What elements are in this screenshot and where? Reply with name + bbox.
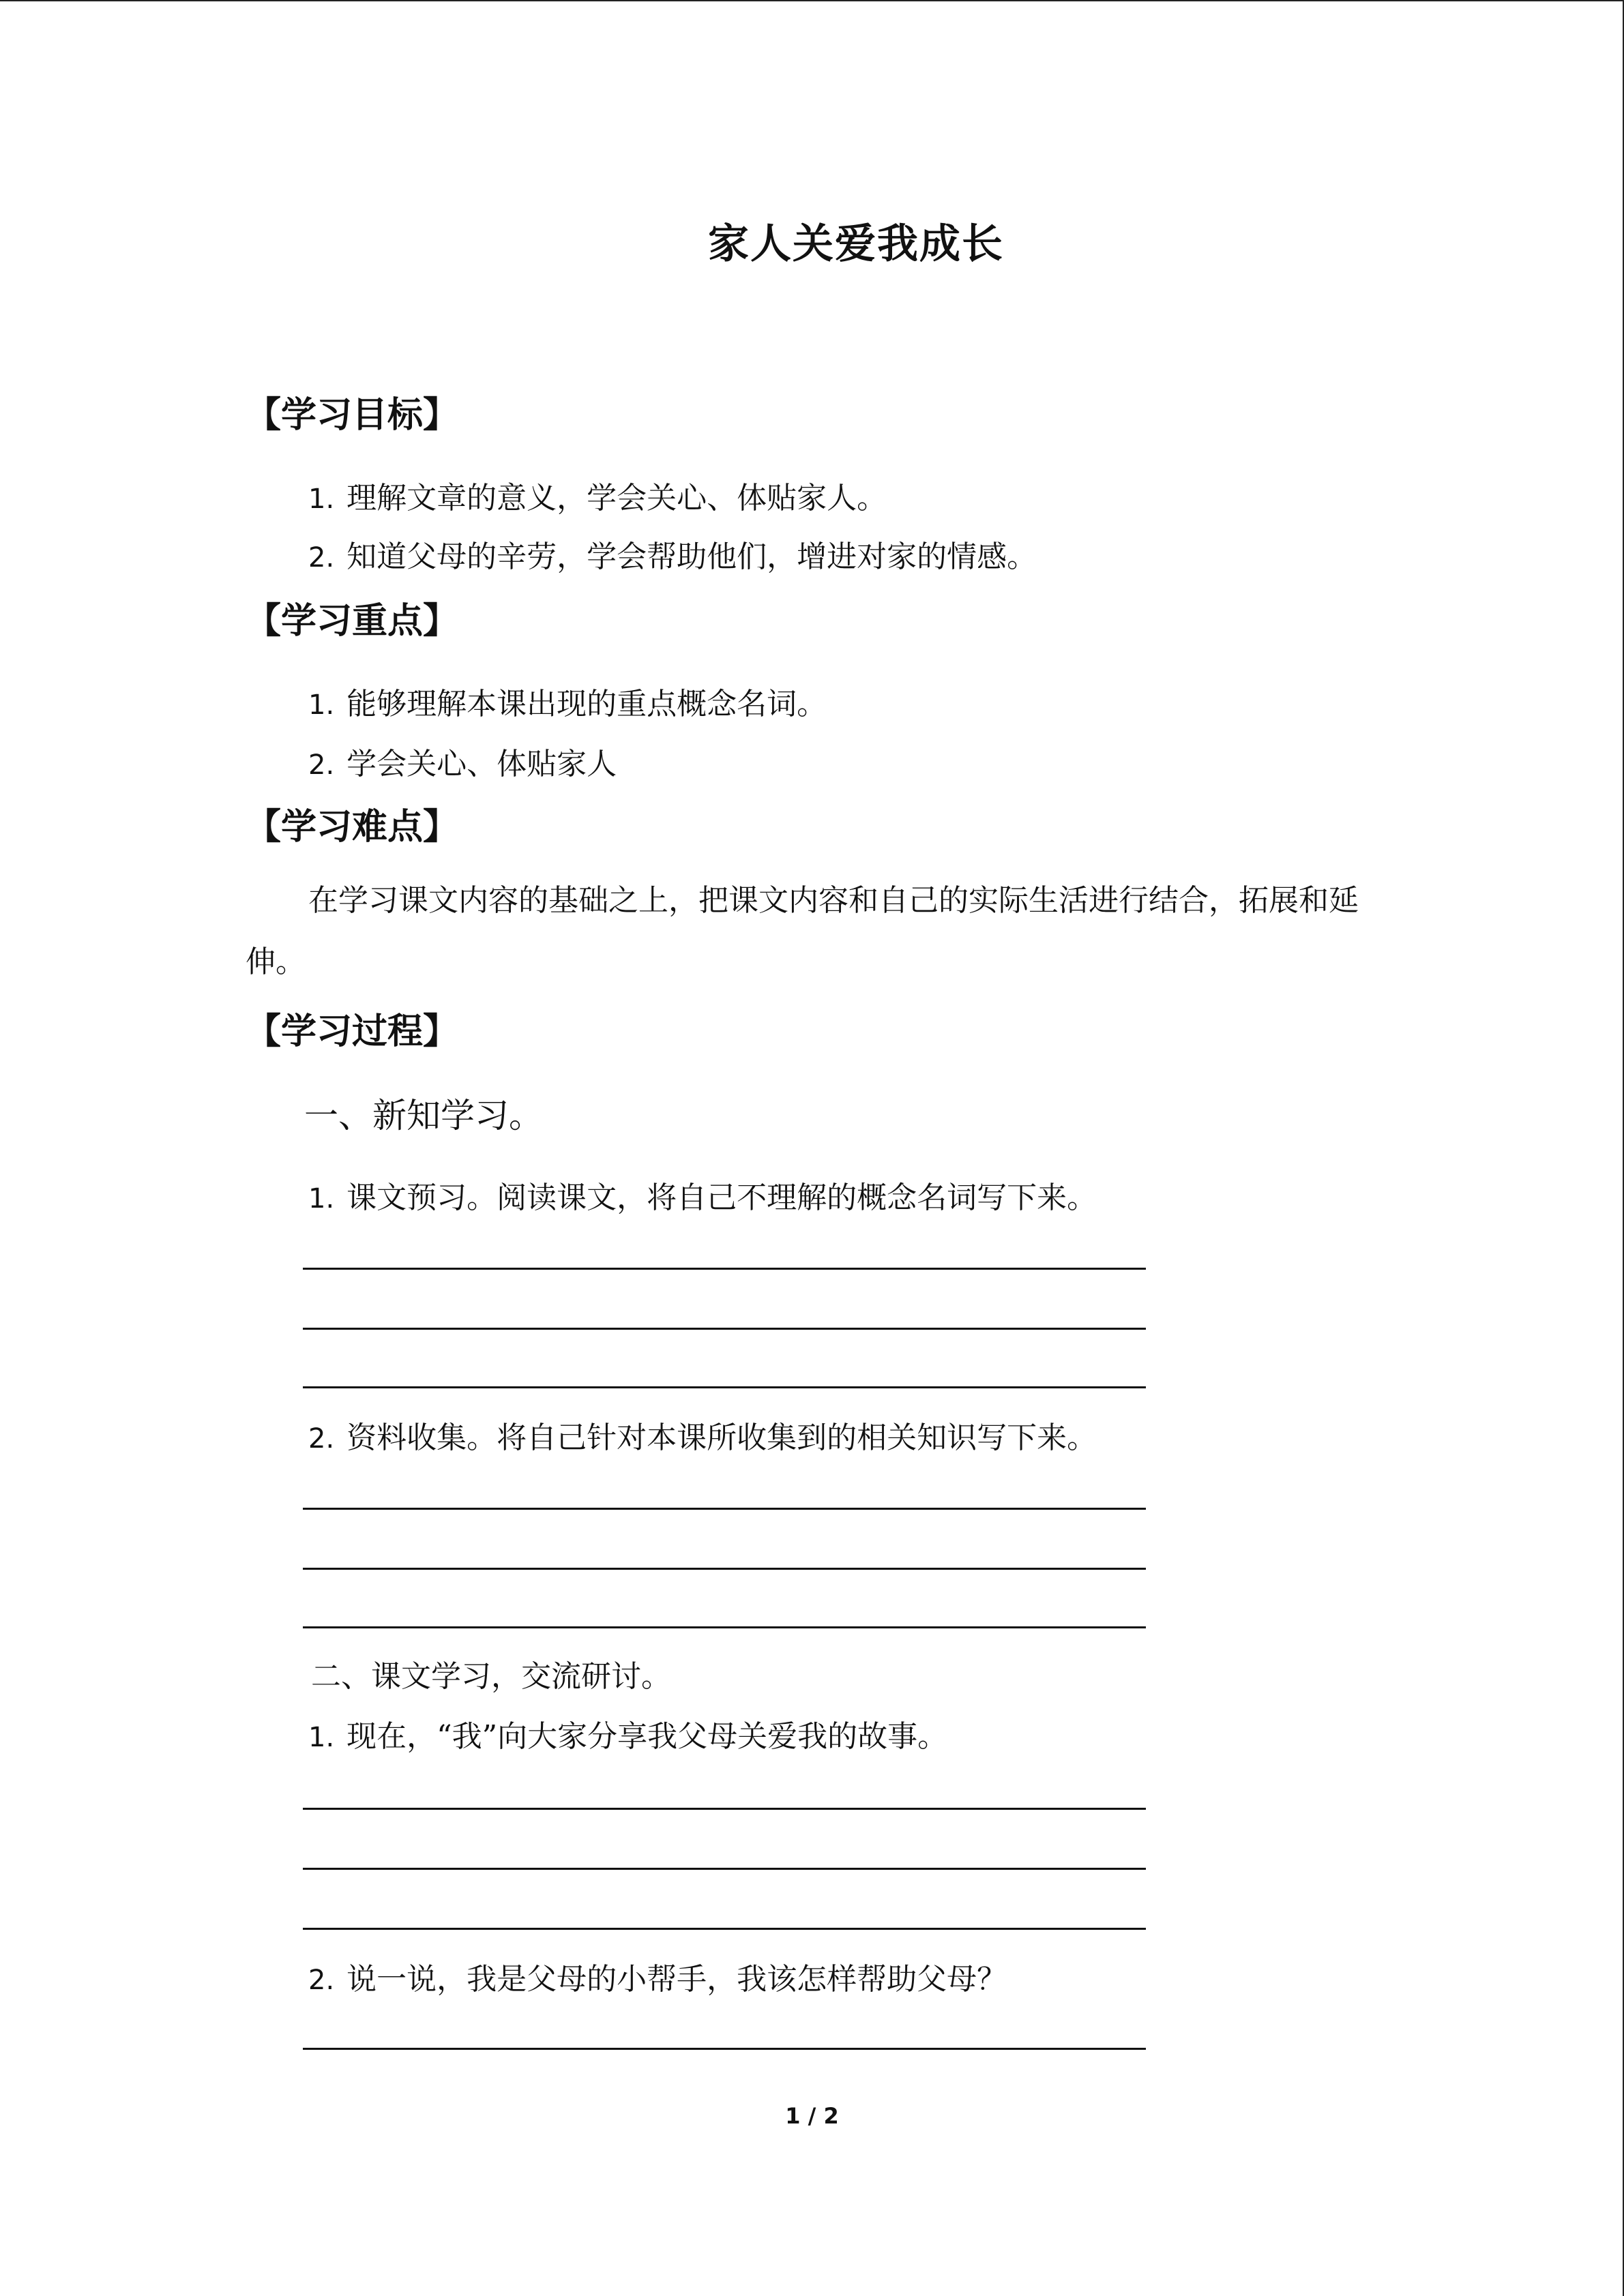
difficulties-paragraph: 在学习课文内容的基础之上，把课文内容和自己的实际生活进行结合，拓展和延伸。 (246, 883, 1359, 979)
item-number: 1. (308, 1183, 335, 1214)
item-text: 现在，“我”向大家分享我父母关爱我的故事。 (346, 1719, 948, 1754)
item-number: 1. (308, 483, 335, 515)
answer-line[interactable] (303, 1508, 1146, 1510)
part1-title: 一、新知学习。 (304, 1096, 543, 1135)
answer-line[interactable] (303, 1808, 1146, 1810)
key-point-item (308, 679, 827, 723)
item-text: 能够理解本课出现的重点概念名词。 (346, 687, 827, 721)
difficulties-heading: 【学习难点】 (246, 807, 459, 848)
document-title: 家人关爱我成长 (708, 220, 1004, 268)
item-text: 学会关心、体贴家人 (346, 747, 617, 781)
item-number: 1. (308, 689, 335, 721)
part2-title: 二、课文学习，交流研讨。 (311, 1659, 671, 1694)
question-item (308, 1954, 1007, 1998)
item-text: 说一说，我是父母的小帮手，我该怎样帮助父母？ (346, 1962, 1007, 1997)
answer-line[interactable] (303, 1928, 1146, 1930)
answer-line[interactable] (303, 1626, 1146, 1628)
item-number: 2. (308, 1965, 335, 1996)
item-text: 知道父母的辛劳，学会帮助他们，增进对家的情感。 (346, 539, 1037, 574)
question-item (308, 1712, 947, 1755)
key-points-heading: 【学习重点】 (246, 601, 459, 642)
item-text: 资料收集。将自己针对本课所收集到的相关知识写下来。 (346, 1420, 1097, 1455)
objective-item (308, 532, 1037, 576)
question-item (308, 1173, 1097, 1217)
answer-line[interactable] (303, 1568, 1146, 1570)
answer-line[interactable] (303, 2048, 1146, 2050)
question-item (308, 1413, 1097, 1457)
objectives-heading: 【学习目标】 (246, 395, 459, 436)
objective-item (308, 473, 887, 517)
answer-line[interactable] (303, 1386, 1146, 1388)
answer-line[interactable] (303, 1268, 1146, 1270)
item-text: 课文预习。阅读课文，将自己不理解的概念名词写下来。 (346, 1180, 1097, 1215)
answer-line[interactable] (303, 1868, 1146, 1870)
item-number: 2. (308, 749, 335, 781)
answer-line[interactable] (303, 1328, 1146, 1330)
item-text: 理解文章的意义，学会关心、体贴家人。 (346, 481, 887, 516)
page-number: 1 / 2 (785, 2103, 839, 2129)
item-number: 1. (308, 1722, 335, 1753)
item-number: 2. (308, 1423, 335, 1455)
key-point-item (308, 739, 617, 783)
item-number: 2. (308, 542, 335, 573)
process-heading: 【学习过程】 (246, 1011, 459, 1052)
